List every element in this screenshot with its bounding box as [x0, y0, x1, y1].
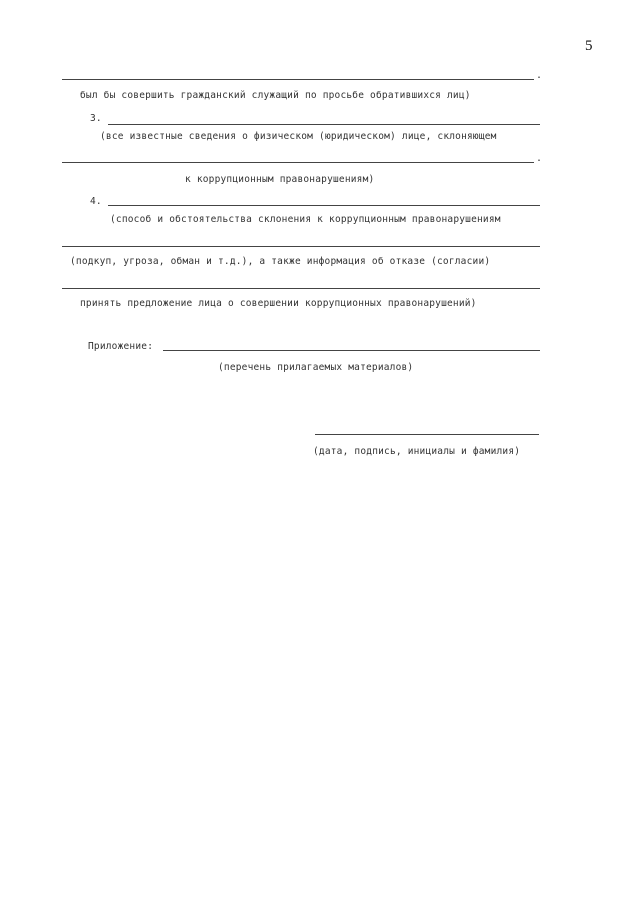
item-4-fill-line-3 [62, 288, 540, 289]
item-4-caption-3: принять предложение лица о совершении коррупционных правонарушений) [80, 298, 477, 309]
item-2-fill-line [62, 79, 534, 80]
item-4-fill-line-2 [62, 246, 540, 247]
attachment-fill-line [163, 350, 540, 351]
item-3-number: 3. [90, 113, 102, 124]
item-3-fill-line-2 [62, 162, 534, 163]
attachment-label: Приложение: [88, 341, 154, 352]
item-3-caption-1: (все известные сведения о физическом (юридическом) лице, склоняющем [100, 131, 497, 142]
item-2-caption: был бы совершить гражданский служащий по просьбе обратившихся лиц) [80, 90, 471, 101]
item-3-fill-line [108, 124, 540, 125]
item-4-number: 4. [90, 196, 102, 207]
item-4-fill-line [108, 205, 540, 206]
item-3-line-end: . [536, 153, 543, 164]
signature-fill-line [315, 434, 539, 435]
attachment-caption: (перечень прилагаемых материалов) [218, 362, 414, 373]
item-2-line-end: . [536, 70, 543, 81]
signature-caption: (дата, подпись, инициалы и фамилия) [313, 446, 521, 457]
item-4-caption-2: (подкуп, угроза, обман и т.д.), а также информация об отказе (согласии) [70, 256, 491, 267]
page-number: 5 [585, 38, 593, 54]
item-3-caption-2: к коррупционным правонарушениям) [185, 174, 375, 185]
item-4-caption-1: (способ и обстоятельства склонения к коррупционным правонарушениям [110, 214, 501, 225]
